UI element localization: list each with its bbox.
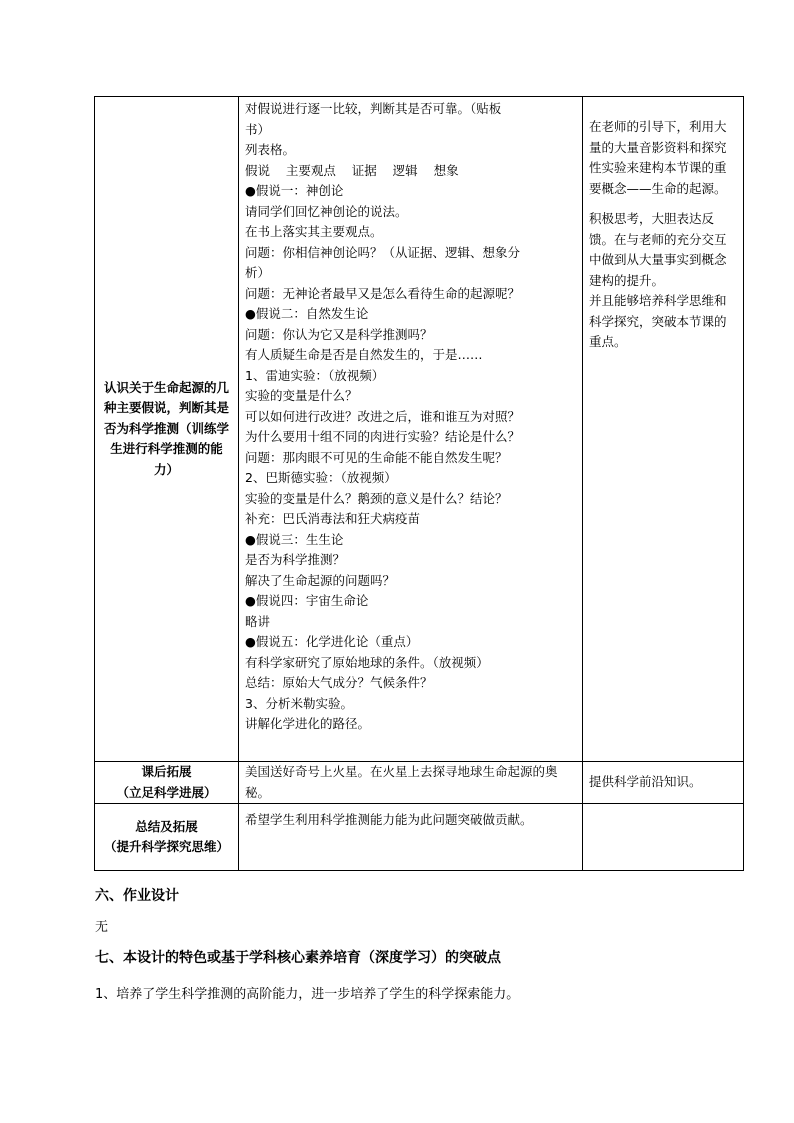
intent-paragraph-3: 并且能够培养科学思维和科学探究，突破本节课的重点。: [589, 293, 727, 349]
process-line: 请同学们回忆神创论的说法。: [245, 203, 408, 219]
process-line: 对假说进行逐一比较，判断其是否可靠。（贴板: [245, 101, 502, 116]
process-line: 2、巴斯德实验：（放视频）: [245, 470, 397, 485]
lesson-plan-table: [94, 96, 744, 871]
extension-title-cell: [95, 762, 239, 804]
process-line: 析）: [245, 265, 271, 280]
process-line: 实验的变量是什么？: [245, 388, 358, 403]
section-6-body: 无: [95, 920, 109, 935]
design-intent-cell: [583, 97, 744, 762]
process-line: 假说 主要观点 证据 逻辑 想象: [245, 162, 459, 178]
section-7-item-1: 1、培养了学生科学推测的高阶能力，进一步培养了学生的科学探索能力。: [95, 987, 520, 1002]
process-line: 问题：你相信神创论吗？（从证据、逻辑、想象分: [245, 244, 521, 260]
process-line: 解决了生命起源的问题吗？: [245, 572, 396, 588]
process-lines: [245, 99, 576, 735]
process-line: 1、雷迪实验：（放视频）: [245, 367, 385, 383]
summary-intent-cell: [583, 804, 744, 871]
process-line: 有科学家研究了原始地球的条件。（放视频）: [245, 654, 489, 670]
process-line: 是否为科学推测？: [245, 552, 346, 567]
process-line: ●假说五：化学进化论（重点）: [245, 634, 419, 649]
process-line: 实验的变量是什么？鹅颈的意义是什么？结论？: [245, 490, 508, 506]
extension-title: 课后拓展: [141, 764, 192, 779]
process-line: ●假说二：自然发生论: [245, 306, 369, 321]
section-6-heading: 六、作业设计: [95, 888, 179, 904]
process-line: 总结：原始大气成分？气候条件？: [245, 675, 433, 690]
intent-paragraph-1: 在老师的引导下，利用大量的大量音影资料和探究性实验来建构本节课的重要概念——生命的起源。: [589, 119, 727, 196]
summary-content-cell: 希望学生利用科学推测能力能为此问题突破做贡献。: [239, 804, 583, 871]
extension-content-cell: 美国送好奇号上火星。在火星上去探寻地球生命起源的奥秘。: [239, 762, 583, 804]
table-row-summary: [95, 804, 744, 871]
process-line: 讲解化学进化的路径。: [245, 716, 371, 731]
process-line: 问题：无神论者最早又是怎么看待生命的起源呢？: [245, 285, 521, 301]
process-line: 问题：你认为它又是科学推测吗？: [245, 326, 433, 342]
extension-subtitle: （立足科学进展）: [116, 784, 217, 800]
process-line: ●假说三：生生论: [245, 531, 344, 547]
table-row-extension: [95, 762, 744, 804]
process-line: 问题：那肉眼不可见的生命能不能自然发生呢？: [245, 449, 508, 465]
objective-cell: 认识关于生命起源的几种主要假说，判断其是否为科学推测（训练学生进行科学推测的能力）: [95, 97, 239, 762]
extension-intent-cell: 提供科学前沿知识。: [583, 762, 744, 804]
process-line: 列表格。: [245, 142, 296, 157]
summary-subtitle: （提升科学探究思维）: [103, 839, 229, 854]
process-line: 有人质疑生命是否是自然发生的，于是……: [245, 347, 483, 362]
table-row-hypotheses: [95, 97, 744, 762]
section-7-heading: 七、本设计的特色或基于学科核心素养培育（深度学习）的突破点: [95, 950, 501, 966]
process-line: 在书上落实其主要观点。: [245, 224, 383, 239]
process-line: ●假说四：宇宙生命论: [245, 593, 369, 608]
teaching-process-cell: [239, 97, 583, 762]
process-line: 书）: [245, 121, 271, 137]
summary-title: 总结及拓展: [135, 818, 198, 834]
process-line: 可以如何进行改进？改进之后，谁和谁互为对照？: [245, 408, 521, 424]
summary-title-cell: [95, 804, 239, 871]
intent-paragraph-2: 积极思考，大胆表达反馈。在与老师的充分交互中做到从大量事实到概念建构的提升。: [589, 211, 727, 288]
process-line: 为什么要用十组不同的肉进行实验？结论是什么？: [245, 429, 521, 444]
process-line: 3、分析米勒实验。: [245, 695, 353, 711]
process-line: 略讲: [245, 613, 271, 629]
process-line: 补充：巴氏消毒法和狂犬病疫苗: [245, 511, 421, 526]
process-line: ●假说一：神创论: [245, 183, 344, 198]
